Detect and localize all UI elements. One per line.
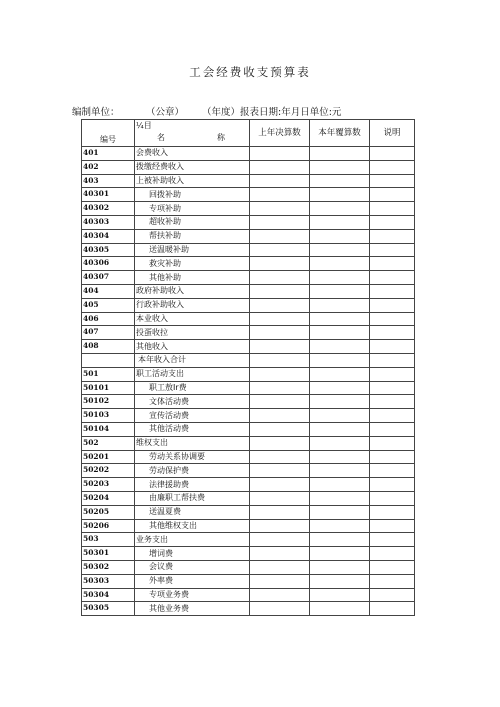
row-last-year-value[interactable] — [250, 188, 310, 202]
table-row — [82, 574, 415, 588]
row-name: 上被补助收入 — [135, 174, 250, 188]
row-last-year-value[interactable] — [250, 243, 310, 257]
row-name: 维权支出 — [135, 436, 250, 450]
row-note[interactable] — [370, 229, 415, 243]
row-last-year-value[interactable] — [250, 395, 310, 409]
row-code: 40302 — [82, 202, 135, 216]
table-row — [82, 188, 415, 202]
row-name: 投蛋收拉 — [135, 326, 250, 340]
table-row — [82, 505, 415, 519]
row-note[interactable] — [370, 588, 415, 602]
row-name: 职工敖Ir费 — [135, 381, 250, 395]
row-this-year-value[interactable] — [310, 464, 370, 478]
row-last-year-value[interactable] — [250, 353, 310, 367]
table-row — [82, 422, 415, 436]
row-last-year-value[interactable] — [250, 409, 310, 423]
row-name: 业务支出 — [135, 533, 250, 547]
table-row — [82, 464, 415, 478]
row-last-year-value[interactable] — [250, 533, 310, 547]
row-note[interactable] — [370, 257, 415, 271]
row-name: 回拨补助 — [135, 188, 250, 202]
table-row — [82, 436, 415, 450]
row-last-year-value[interactable] — [250, 422, 310, 436]
row-last-year-value[interactable] — [250, 519, 310, 533]
row-name: 其他补助 — [135, 271, 250, 285]
row-code: 401 — [82, 147, 135, 161]
row-name: 职工活动支出 — [135, 367, 250, 381]
row-last-year-value[interactable] — [250, 257, 310, 271]
row-this-year-value[interactable] — [310, 160, 370, 174]
row-last-year-value[interactable] — [250, 505, 310, 519]
row-code: 404 — [82, 284, 135, 298]
row-this-year-value[interactable] — [310, 574, 370, 588]
row-note[interactable] — [370, 202, 415, 216]
row-last-year-value[interactable] — [250, 381, 310, 395]
row-note[interactable] — [370, 464, 415, 478]
row-name: 本业收入 — [135, 312, 250, 326]
row-code: 40304 — [82, 229, 135, 243]
row-name: 劳动保护费 — [135, 464, 250, 478]
row-note[interactable] — [370, 326, 415, 340]
row-note[interactable] — [370, 271, 415, 285]
row-note[interactable] — [370, 560, 415, 574]
table-row — [82, 588, 415, 602]
row-this-year-value[interactable] — [310, 312, 370, 326]
row-note[interactable] — [370, 547, 415, 561]
row-code: 40307 — [82, 271, 135, 285]
row-code: 408 — [82, 340, 135, 354]
row-name: 其他活动费 — [135, 422, 250, 436]
row-this-year-value[interactable] — [310, 202, 370, 216]
table-row — [82, 519, 415, 533]
row-note[interactable] — [370, 574, 415, 588]
table-row — [82, 147, 415, 161]
row-this-year-value[interactable] — [310, 147, 370, 161]
row-code: 50204 — [82, 491, 135, 505]
row-this-year-value[interactable] — [310, 436, 370, 450]
row-code: 40301 — [82, 188, 135, 202]
table-row — [82, 353, 415, 367]
row-code: 503 — [82, 533, 135, 547]
table-row — [82, 243, 415, 257]
row-note[interactable] — [370, 381, 415, 395]
row-name: 其他收入 — [135, 340, 250, 354]
row-code: 50103 — [82, 409, 135, 423]
row-note[interactable] — [370, 243, 415, 257]
row-code: 40303 — [82, 215, 135, 229]
table-row — [82, 312, 415, 326]
table-row — [82, 450, 415, 464]
row-total-name: 本年收入合计 — [135, 353, 250, 367]
table-header-row — [82, 120, 415, 147]
row-last-year-value[interactable] — [250, 202, 310, 216]
row-code: 50201 — [82, 450, 135, 464]
row-note[interactable] — [370, 215, 415, 229]
row-last-year-value[interactable] — [250, 160, 310, 174]
row-this-year-value[interactable] — [310, 229, 370, 243]
row-name: 拨缴经费收入 — [135, 160, 250, 174]
row-code: 50202 — [82, 464, 135, 478]
row-note[interactable] — [370, 436, 415, 450]
row-last-year-value[interactable] — [250, 602, 310, 616]
row-last-year-value[interactable] — [250, 340, 310, 354]
table-row — [82, 284, 415, 298]
header-note: 说明 — [370, 120, 415, 147]
row-name: 由廉职工帮扶费 — [135, 491, 250, 505]
row-this-year-value[interactable] — [310, 519, 370, 533]
table-row — [82, 367, 415, 381]
row-name: 会费收入 — [135, 147, 250, 161]
row-note[interactable] — [370, 491, 415, 505]
row-name: 外率费 — [135, 574, 250, 588]
table-row — [82, 215, 415, 229]
table-row — [82, 533, 415, 547]
row-name: 法律援助费 — [135, 478, 250, 492]
row-name: 文体活动费 — [135, 395, 250, 409]
table-row — [82, 478, 415, 492]
row-note[interactable] — [370, 602, 415, 616]
row-last-year-value[interactable] — [250, 229, 310, 243]
row-this-year-value[interactable] — [310, 588, 370, 602]
row-code: 50104 — [82, 422, 135, 436]
row-name: 其他维权支出 — [135, 519, 250, 533]
row-this-year-value[interactable] — [310, 450, 370, 464]
row-last-year-value[interactable] — [250, 284, 310, 298]
row-note[interactable] — [370, 422, 415, 436]
row-this-year-value[interactable] — [310, 422, 370, 436]
row-code: 50301 — [82, 547, 135, 561]
header-name-cell — [135, 120, 250, 147]
row-note[interactable] — [370, 395, 415, 409]
table-row — [82, 491, 415, 505]
table-row — [82, 298, 415, 312]
header-this-year-budget: 本年覆算数 — [310, 120, 370, 147]
row-last-year-value[interactable] — [250, 450, 310, 464]
row-note[interactable] — [370, 284, 415, 298]
document-title: 工会经费收支预算表 — [189, 65, 311, 79]
row-last-year-value[interactable] — [250, 174, 310, 188]
header-name-right: 称 — [217, 133, 225, 142]
row-last-year-value[interactable] — [250, 464, 310, 478]
row-code: 501 — [82, 367, 135, 381]
row-note[interactable] — [370, 174, 415, 188]
table-row — [82, 560, 415, 574]
header-last-year-final: 上年决算数 — [250, 120, 310, 147]
row-code: 407 — [82, 326, 135, 340]
row-code: 50302 — [82, 560, 135, 574]
report-date-unit-label: （年度）报表日期:年月日单位:元 — [202, 107, 342, 118]
row-code: 40305 — [82, 243, 135, 257]
row-code: 405 — [82, 298, 135, 312]
row-this-year-value[interactable] — [310, 478, 370, 492]
table-row — [82, 409, 415, 423]
row-name: 其他业务费 — [135, 602, 250, 616]
row-this-year-value[interactable] — [310, 491, 370, 505]
row-last-year-value[interactable] — [250, 298, 310, 312]
row-note[interactable] — [370, 160, 415, 174]
row-note[interactable] — [370, 188, 415, 202]
row-last-year-value[interactable] — [250, 215, 310, 229]
row-last-year-value[interactable] — [250, 312, 310, 326]
row-name: 帮扶补助 — [135, 229, 250, 243]
row-note[interactable] — [370, 533, 415, 547]
row-this-year-value[interactable] — [310, 340, 370, 354]
table-row — [82, 160, 415, 174]
row-code: 50101 — [82, 381, 135, 395]
row-name: 超收补助 — [135, 215, 250, 229]
row-note[interactable] — [370, 409, 415, 423]
row-name: 劳动关系协调要 — [135, 450, 250, 464]
row-note[interactable] — [370, 478, 415, 492]
header-code-label: 编号 — [100, 135, 116, 144]
row-this-year-value[interactable] — [310, 367, 370, 381]
row-code: 402 — [82, 160, 135, 174]
row-code — [82, 353, 135, 367]
official-seal-label: （公章） — [146, 107, 185, 118]
row-code: 50304 — [82, 588, 135, 602]
row-last-year-value[interactable] — [250, 588, 310, 602]
table-row — [82, 340, 415, 354]
row-this-year-value[interactable] — [310, 381, 370, 395]
row-name: 送温暖补助 — [135, 243, 250, 257]
row-note[interactable] — [370, 147, 415, 161]
row-this-year-value[interactable] — [310, 174, 370, 188]
row-code: 50102 — [82, 395, 135, 409]
table-row — [82, 602, 415, 616]
row-this-year-value[interactable] — [310, 326, 370, 340]
row-last-year-value[interactable] — [250, 326, 310, 340]
row-code: 50205 — [82, 505, 135, 519]
row-name: 会议费 — [135, 560, 250, 574]
row-last-year-value[interactable] — [250, 478, 310, 492]
row-code: 50303 — [82, 574, 135, 588]
row-code: 50203 — [82, 478, 135, 492]
row-name: 送温夏费 — [135, 505, 250, 519]
row-this-year-value[interactable] — [310, 284, 370, 298]
row-this-year-value[interactable] — [310, 533, 370, 547]
row-this-year-value[interactable] — [310, 560, 370, 574]
row-name: 政府补助收入 — [135, 284, 250, 298]
row-this-year-value[interactable] — [310, 188, 370, 202]
table-row — [82, 395, 415, 409]
row-note[interactable] — [370, 505, 415, 519]
row-last-year-value[interactable] — [250, 271, 310, 285]
row-note[interactable] — [370, 312, 415, 326]
row-this-year-value[interactable] — [310, 243, 370, 257]
table-row — [82, 381, 415, 395]
table-row — [82, 257, 415, 271]
row-this-year-value[interactable] — [310, 257, 370, 271]
row-this-year-value[interactable] — [310, 353, 370, 367]
table-row — [82, 229, 415, 243]
row-this-year-value[interactable] — [310, 298, 370, 312]
header-name-left: 名 — [157, 133, 165, 142]
row-this-year-value[interactable] — [310, 547, 370, 561]
row-this-year-value[interactable] — [310, 395, 370, 409]
row-name: 救灾补助 — [135, 257, 250, 271]
row-note[interactable] — [370, 298, 415, 312]
row-last-year-value[interactable] — [250, 436, 310, 450]
budget-table — [81, 119, 415, 616]
table-row — [82, 202, 415, 216]
row-last-year-value[interactable] — [250, 367, 310, 381]
header-category-label: ¼目 — [136, 121, 152, 130]
header-code-cell — [82, 120, 135, 147]
row-code: 50305 — [82, 602, 135, 616]
row-code: 406 — [82, 312, 135, 326]
header-name-label — [135, 132, 249, 144]
row-note[interactable] — [370, 353, 415, 367]
row-name: 专项业务费 — [135, 588, 250, 602]
row-note[interactable] — [370, 450, 415, 464]
row-name: 行政补助收入 — [135, 298, 250, 312]
row-this-year-value[interactable] — [310, 215, 370, 229]
row-this-year-value[interactable] — [310, 409, 370, 423]
compiling-unit-label: 编制单位： — [72, 107, 120, 118]
budget-table-body — [82, 120, 415, 616]
row-this-year-value[interactable] — [310, 271, 370, 285]
row-last-year-value[interactable] — [250, 560, 310, 574]
table-row — [82, 271, 415, 285]
row-code: 40306 — [82, 257, 135, 271]
row-note[interactable] — [370, 519, 415, 533]
row-this-year-value[interactable] — [310, 505, 370, 519]
row-last-year-value[interactable] — [250, 574, 310, 588]
row-note[interactable] — [370, 340, 415, 354]
row-last-year-value[interactable] — [250, 147, 310, 161]
row-note[interactable] — [370, 367, 415, 381]
row-code: 50206 — [82, 519, 135, 533]
row-this-year-value[interactable] — [310, 602, 370, 616]
row-code: 403 — [82, 174, 135, 188]
row-last-year-value[interactable] — [250, 547, 310, 561]
table-row — [82, 547, 415, 561]
row-last-year-value[interactable] — [250, 491, 310, 505]
table-row — [82, 326, 415, 340]
row-name: 专项补助 — [135, 202, 250, 216]
row-name: 宣传活动费 — [135, 409, 250, 423]
row-name: 增词费 — [135, 547, 250, 561]
row-code: 502 — [82, 436, 135, 450]
report-meta-line — [72, 104, 341, 118]
table-row — [82, 174, 415, 188]
